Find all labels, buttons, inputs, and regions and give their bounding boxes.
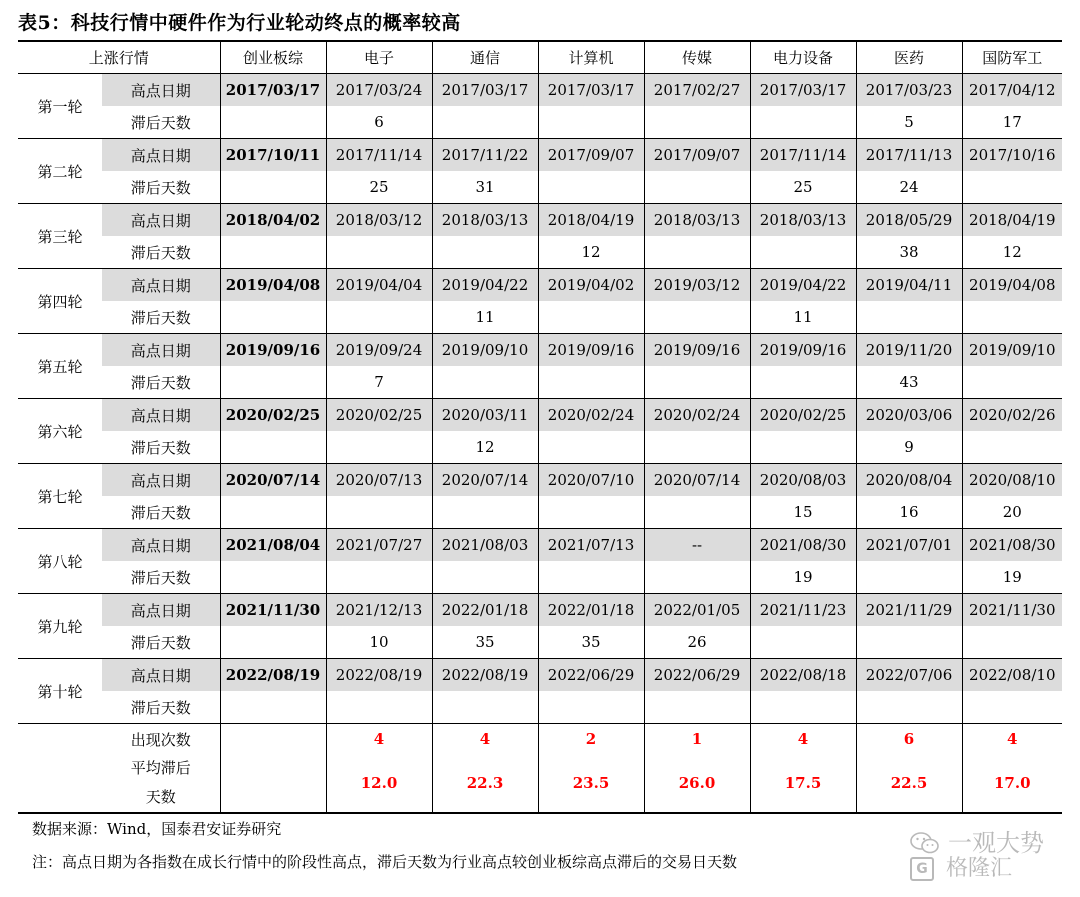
lag-label: 滞后天数 (130, 633, 191, 652)
lag-days-cell (432, 366, 538, 399)
lag-days-cell (644, 236, 750, 269)
lag-days-cell (538, 366, 644, 399)
round-name: 第八轮 (37, 552, 83, 571)
lag-label: 滞后天数 (130, 113, 191, 132)
round-group (18, 269, 1062, 334)
average-value: 22.3 (432, 754, 538, 813)
peak-date-cell: 2018/04/19 (538, 204, 644, 237)
average-row (18, 754, 1062, 813)
lag-days-cell: 19 (750, 561, 856, 594)
lag-days-cell: 35 (432, 626, 538, 659)
peak-date-cell: 2019/09/16 (644, 334, 750, 367)
lag-days-cell (750, 691, 856, 724)
lag-days-cell: 19 (962, 561, 1062, 594)
lag-days-cell: 24 (856, 171, 962, 204)
lag-days-cell (962, 626, 1062, 659)
lag-days-cell: 5 (856, 106, 962, 139)
summary-empty-cell (220, 754, 326, 813)
lag-days-cell: 11 (432, 301, 538, 334)
lag-days-cell (962, 431, 1062, 464)
lag-row (18, 431, 1062, 464)
peak-label: 高点日期 (102, 74, 220, 107)
gelonghui-logo-icon: G (910, 857, 934, 881)
lag-days-cell: 26 (644, 626, 750, 659)
peak-date-cell: 2020/08/10 (962, 464, 1062, 497)
peak-date-cell: 2017/11/14 (326, 139, 432, 172)
peak-date-cell: 2017/02/27 (644, 74, 750, 107)
count-label: 出现次数 (130, 730, 191, 749)
round-name: 第六轮 (37, 422, 83, 441)
round-name: 第一轮 (37, 97, 83, 116)
peak-date-cell: 2019/04/11 (856, 269, 962, 302)
peak-date-cell: 2022/01/18 (538, 594, 644, 627)
peak-label: 高点日期 (102, 399, 220, 432)
lag-days-cell (432, 496, 538, 529)
lag-days-cell: 12 (962, 236, 1062, 269)
count-value: 1 (644, 724, 750, 755)
lag-row (18, 106, 1062, 139)
lag-row (18, 236, 1062, 269)
peak-date-cell: 2019/09/24 (326, 334, 432, 367)
peak-row (18, 334, 1062, 367)
column-header: 传媒 (644, 41, 750, 74)
peak-date-cell: 2022/06/29 (644, 659, 750, 692)
lag-days-cell (220, 431, 326, 464)
peak-date-cell: 2019/09/10 (432, 334, 538, 367)
watermark (910, 830, 1044, 882)
peak-date-cell: 2022/07/06 (856, 659, 962, 692)
peak-label: 高点日期 (102, 594, 220, 627)
lag-row (18, 366, 1062, 399)
peak-date-cell: 2018/03/13 (644, 204, 750, 237)
lag-days-cell (644, 106, 750, 139)
peak-date-cell: 2018/04/19 (962, 204, 1062, 237)
peak-date-cell: 2019/04/04 (326, 269, 432, 302)
round-group (18, 204, 1062, 269)
count-value: 4 (326, 724, 432, 755)
count-value: 4 (432, 724, 538, 755)
peak-label: 高点日期 (102, 529, 220, 562)
lag-label: 滞后天数 (130, 308, 191, 327)
lag-days-cell (220, 236, 326, 269)
peak-date-cell: 2017/11/22 (432, 139, 538, 172)
footnote: 注：高点日期为各指数在成长行情中的阶段性高点，滞后天数为行业高点较创业板综高点滞后的交易日天数 (32, 853, 738, 871)
round-group (18, 334, 1062, 399)
table-title: 表5：科技行情中硬件作为行业轮动终点的概率较高 (18, 12, 461, 34)
count-value: 4 (962, 724, 1062, 755)
average-value: 22.5 (856, 754, 962, 813)
round-name: 第二轮 (37, 162, 83, 181)
lag-days-cell (326, 496, 432, 529)
peak-date-cell: 2017/09/07 (644, 139, 750, 172)
round-group (18, 74, 1062, 139)
lag-days-cell: 35 (538, 626, 644, 659)
peak-date-cell: 2019/04/02 (538, 269, 644, 302)
peak-date-cell: 2021/11/29 (856, 594, 962, 627)
column-header: 医药 (856, 41, 962, 74)
lag-days-cell: 25 (326, 171, 432, 204)
peak-date-cell: 2018/05/29 (856, 204, 962, 237)
lag-days-cell (220, 561, 326, 594)
column-header: 通信 (432, 41, 538, 74)
lag-days-cell (856, 626, 962, 659)
peak-date-cell: 2021/11/23 (750, 594, 856, 627)
average-value: 12.0 (326, 754, 432, 813)
peak-date-cell: 2022/01/18 (432, 594, 538, 627)
lag-days-cell: 12 (538, 236, 644, 269)
lag-days-cell (856, 301, 962, 334)
round-group (18, 659, 1062, 724)
peak-row (18, 464, 1062, 497)
peak-date-cell: 2020/08/03 (750, 464, 856, 497)
average-value: 23.5 (538, 754, 644, 813)
round-name: 第九轮 (37, 617, 83, 636)
peak-date-cell: 2021/07/13 (538, 529, 644, 562)
peak-row (18, 139, 1062, 172)
peak-date-cell: 2022/01/05 (644, 594, 750, 627)
lag-days-cell (538, 431, 644, 464)
peak-date-cell: 2017/09/07 (538, 139, 644, 172)
round-group (18, 594, 1062, 659)
peak-date-cell: 2017/04/12 (962, 74, 1062, 107)
round-name: 第三轮 (37, 227, 83, 246)
lag-days-cell: 16 (856, 496, 962, 529)
peak-date-cell: 2017/03/17 (432, 74, 538, 107)
peak-date-cell: 2021/08/30 (962, 529, 1062, 562)
round-name: 第七轮 (37, 487, 83, 506)
round-group (18, 529, 1062, 594)
lag-days-cell (326, 691, 432, 724)
peak-label: 高点日期 (102, 334, 220, 367)
lag-label: 滞后天数 (130, 243, 191, 262)
lag-days-cell (962, 691, 1062, 724)
peak-date-cell: 2022/08/19 (326, 659, 432, 692)
peak-date-cell: 2020/07/10 (538, 464, 644, 497)
round-group (18, 139, 1062, 204)
average-value: 26.0 (644, 754, 750, 813)
lag-days-cell (432, 691, 538, 724)
lag-days-cell: 20 (962, 496, 1062, 529)
lag-row (18, 691, 1062, 724)
peak-date-cell: 2020/02/24 (538, 399, 644, 432)
lag-label: 滞后天数 (130, 568, 191, 587)
header-row (18, 41, 1062, 74)
data-table (18, 40, 1062, 814)
lag-days-cell (962, 171, 1062, 204)
peak-date-cell: 2021/07/27 (326, 529, 432, 562)
count-value: 2 (538, 724, 644, 755)
peak-date-cell: 2017/03/17 (750, 74, 856, 107)
peak-date-cell: 2017/03/23 (856, 74, 962, 107)
peak-date-cell: 2019/03/12 (644, 269, 750, 302)
peak-date-cell: 2019/04/22 (432, 269, 538, 302)
peak-date-cell: 2020/08/04 (856, 464, 962, 497)
peak-date-cell: 2018/03/12 (326, 204, 432, 237)
peak-date-cell: 2020/03/06 (856, 399, 962, 432)
peak-date-cell: 2020/03/11 (432, 399, 538, 432)
watermark-text: 一观大势 (948, 829, 1044, 857)
lag-days-cell (538, 496, 644, 529)
column-header: 国防军工 (962, 41, 1062, 74)
peak-date-cell: 2020/07/14 (220, 464, 326, 497)
peak-date-cell: 2018/03/13 (432, 204, 538, 237)
summary-section (18, 724, 1062, 814)
lag-days-cell (644, 496, 750, 529)
column-header: 电力设备 (750, 41, 856, 74)
peak-date-cell: 2022/08/10 (962, 659, 1062, 692)
lag-days-cell (220, 366, 326, 399)
lag-days-cell (432, 236, 538, 269)
lag-days-cell (220, 496, 326, 529)
lag-row (18, 171, 1062, 204)
lag-days-cell (644, 561, 750, 594)
round-group (18, 399, 1062, 464)
peak-label: 高点日期 (102, 464, 220, 497)
lag-row (18, 561, 1062, 594)
peak-date-cell: 2020/02/25 (750, 399, 856, 432)
lag-days-cell (856, 561, 962, 594)
column-header: 计算机 (538, 41, 644, 74)
lag-label: 滞后天数 (130, 698, 191, 717)
peak-date-cell: 2017/11/14 (750, 139, 856, 172)
peak-date-cell: 2020/07/14 (432, 464, 538, 497)
lag-days-cell: 25 (750, 171, 856, 204)
peak-date-cell: 2021/08/30 (750, 529, 856, 562)
lag-days-cell (750, 236, 856, 269)
peak-row (18, 74, 1062, 107)
lag-days-cell (432, 561, 538, 594)
peak-date-cell: 2019/09/16 (220, 334, 326, 367)
peak-date-cell: 2021/11/30 (962, 594, 1062, 627)
round-name: 第十轮 (37, 682, 83, 701)
lag-days-cell (538, 561, 644, 594)
lag-label: 滞后天数 (130, 373, 191, 392)
lag-row (18, 626, 1062, 659)
peak-date-cell: 2020/02/25 (220, 399, 326, 432)
lag-days-cell (750, 626, 856, 659)
lag-days-cell (750, 366, 856, 399)
peak-row (18, 269, 1062, 302)
peak-label: 高点日期 (102, 139, 220, 172)
peak-date-cell: 2017/10/16 (962, 139, 1062, 172)
peak-date-cell: 2019/04/08 (962, 269, 1062, 302)
lag-days-cell (326, 301, 432, 334)
lag-days-cell: 6 (326, 106, 432, 139)
lag-days-cell (644, 171, 750, 204)
peak-date-cell: 2018/04/02 (220, 204, 326, 237)
lag-days-cell (220, 106, 326, 139)
source-note: 数据来源：Wind，国泰君安证券研究 (32, 820, 282, 838)
peak-date-cell: 2019/04/22 (750, 269, 856, 302)
lag-days-cell (644, 431, 750, 464)
peak-date-cell: 2020/02/26 (962, 399, 1062, 432)
peak-date-cell: 2017/03/17 (538, 74, 644, 107)
peak-row (18, 594, 1062, 627)
peak-date-cell: 2021/12/13 (326, 594, 432, 627)
count-value: 6 (856, 724, 962, 755)
lag-days-cell (326, 561, 432, 594)
peak-date-cell: 2019/09/16 (538, 334, 644, 367)
lag-days-cell (220, 301, 326, 334)
round-name: 第五轮 (37, 357, 83, 376)
lag-days-cell (538, 301, 644, 334)
lag-days-cell (538, 171, 644, 204)
peak-date-cell: 2017/03/24 (326, 74, 432, 107)
average-label (102, 754, 220, 813)
lag-days-cell (326, 431, 432, 464)
peak-date-cell: -- (644, 529, 750, 562)
lag-days-cell: 15 (750, 496, 856, 529)
peak-row (18, 529, 1062, 562)
peak-date-cell: 2017/03/17 (220, 74, 326, 107)
peak-row (18, 399, 1062, 432)
lag-days-cell: 12 (432, 431, 538, 464)
lag-row (18, 496, 1062, 529)
lag-days-cell (962, 366, 1062, 399)
peak-date-cell: 2020/07/13 (326, 464, 432, 497)
lag-days-cell (750, 431, 856, 464)
lag-days-cell (644, 691, 750, 724)
average-value: 17.5 (750, 754, 856, 813)
lag-days-cell (856, 691, 962, 724)
peak-date-cell: 2021/11/30 (220, 594, 326, 627)
column-header: 创业板综 (220, 41, 326, 74)
round-group (18, 464, 1062, 529)
peak-date-cell: 2021/08/03 (432, 529, 538, 562)
lag-days-cell: 10 (326, 626, 432, 659)
peak-date-cell: 2020/07/14 (644, 464, 750, 497)
lag-days-cell (750, 106, 856, 139)
lag-days-cell (644, 366, 750, 399)
average-value: 17.0 (962, 754, 1062, 813)
peak-date-cell: 2019/04/08 (220, 269, 326, 302)
peak-date-cell: 2019/11/20 (856, 334, 962, 367)
peak-date-cell: 2017/11/13 (856, 139, 962, 172)
peak-date-cell: 2017/10/11 (220, 139, 326, 172)
peak-date-cell: 2018/03/13 (750, 204, 856, 237)
lag-days-cell (644, 301, 750, 334)
lag-days-cell (220, 171, 326, 204)
lag-days-cell: 31 (432, 171, 538, 204)
lag-days-cell (962, 301, 1062, 334)
lag-days-cell (538, 106, 644, 139)
lag-days-cell: 9 (856, 431, 962, 464)
lag-days-cell: 38 (856, 236, 962, 269)
lag-days-cell: 7 (326, 366, 432, 399)
lag-label: 滞后天数 (130, 438, 191, 457)
lag-days-cell: 43 (856, 366, 962, 399)
summary-empty-cell (220, 724, 326, 755)
peak-label: 高点日期 (102, 659, 220, 692)
wechat-icon (910, 832, 940, 854)
peak-date-cell: 2020/02/24 (644, 399, 750, 432)
peak-label: 高点日期 (102, 204, 220, 237)
lag-label: 滞后天数 (130, 178, 191, 197)
lag-label: 滞后天数 (130, 503, 191, 522)
peak-date-cell: 2021/08/04 (220, 529, 326, 562)
lag-days-cell (326, 236, 432, 269)
lag-days-cell (220, 626, 326, 659)
peak-label: 高点日期 (102, 269, 220, 302)
peak-date-cell: 2022/08/18 (750, 659, 856, 692)
peak-date-cell: 2022/08/19 (432, 659, 538, 692)
peak-date-cell: 2019/09/10 (962, 334, 1062, 367)
peak-date-cell: 2019/09/16 (750, 334, 856, 367)
peak-date-cell: 2022/08/19 (220, 659, 326, 692)
round-name: 第四轮 (37, 292, 83, 311)
average-label-line1: 平均滞后 (130, 759, 191, 777)
lag-days-cell (432, 106, 538, 139)
lag-days-cell: 11 (750, 301, 856, 334)
peak-date-cell: 2021/07/01 (856, 529, 962, 562)
peak-row (18, 204, 1062, 237)
column-header: 电子 (326, 41, 432, 74)
watermark-subtext: 格隆汇 (946, 856, 1013, 881)
lag-row (18, 301, 1062, 334)
lag-days-cell (220, 691, 326, 724)
peak-date-cell: 2022/06/29 (538, 659, 644, 692)
lag-days-cell: 17 (962, 106, 1062, 139)
peak-date-cell: 2020/02/25 (326, 399, 432, 432)
lag-days-cell (538, 691, 644, 724)
count-value: 4 (750, 724, 856, 755)
header-label: 上涨行情 (88, 49, 149, 67)
peak-row (18, 659, 1062, 692)
average-label-line2: 天数 (145, 788, 176, 806)
count-row (18, 724, 1062, 755)
